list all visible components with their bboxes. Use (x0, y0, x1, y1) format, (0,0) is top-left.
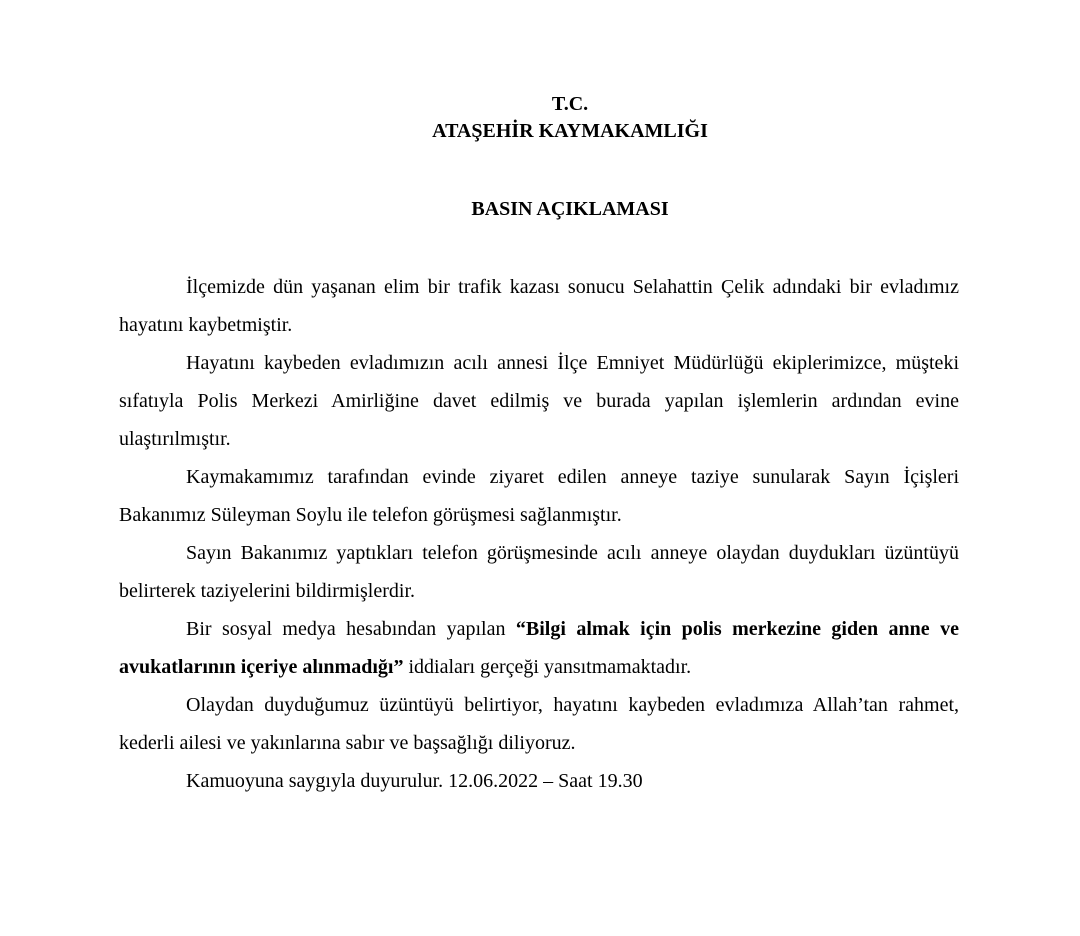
paragraph-accident: İlçemizde dün yaşanan elim bir trafik kazası sonucu Selahattin Çelik adındaki bir evladımız hayatını kaybetmiştir. (119, 276, 959, 336)
paragraph-condolence-visit: Kaymakamımız tarafından evinde ziyaret edilen anneye taziye sunularak Sayın İçişleri Bakanımız Süleyman Soylu ile telefon görüşmesi sağlanmıştır. (119, 466, 959, 526)
claim-quote: “Bilgi almak için polis merkezine giden anne ve avukatlarının içeriye alınmadığı” (119, 618, 959, 678)
office-heading: ATAŞEHİR KAYMAKAMLIĞI (432, 120, 708, 142)
paragraph-social-media-claim (119, 610, 959, 686)
paragraph-condolences: Olaydan duyduğumuz üzüntüyü belirtiyor, hayatını kaybeden evladımıza Allah’tan rahmet, kederli ailesi ve yakınlarına sabır ve başsağlığı diliyoruz. (119, 694, 959, 754)
paragraph-closing-date: Kamuoyuna saygıyla duyurulur. 12.06.2022 – Saat 19.30 (186, 770, 643, 792)
statement-body (119, 268, 959, 800)
paragraph-minister-call: Sayın Bakanımız yaptıkları telefon görüşmesinde acılı anneye olaydan duydukları üzüntüyü belirterek taziyelerini bildirmişlerdir. (119, 542, 959, 602)
claim-rebuttal-text: iddiaları gerçeği yansıtmamaktadır. (403, 656, 692, 678)
paragraph-mother-police: Hayatını kaybeden evladımızın acılı annesi İlçe Emniyet Müdürlüğü ekiplerimizce, müşteki sıfatıyla Polis Merkezi Amirliğine davet edilmiş ve burada yapılan işlemlerin ardından evine ulaştırılmıştır. (119, 352, 959, 450)
state-heading: T.C. (551, 93, 589, 115)
claim-intro-text: Bir sosyal medya hesabından yapılan (186, 618, 516, 640)
document-title: BASIN AÇIKLAMASI (471, 198, 669, 220)
